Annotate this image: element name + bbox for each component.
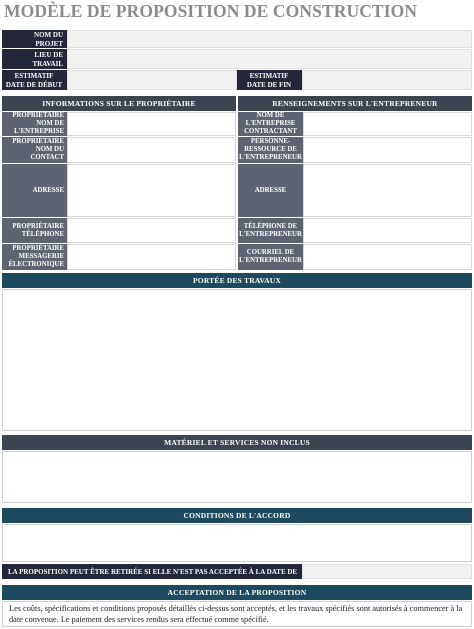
contractor-phone-label: TÉLÉPHONE DE L'ENTREPRENEUR xyxy=(238,218,303,243)
owner-contact-label: PROPRIÉTAIRE NOM DU CONTACT xyxy=(2,137,67,163)
withdraw-label: LA PROPOSITION PEUT ÊTRE RETIRÉE SI ELLE N'EST PAS ACCEPTÉE À LA DATE DE xyxy=(2,564,302,579)
owner-phone-label: PROPRIÉTAIRE TÉLÉPHONE xyxy=(2,218,67,243)
start-date-label: ESTIMATIF DATE DE DÉBUT xyxy=(2,70,67,90)
contractor-contact-field[interactable] xyxy=(303,137,472,163)
contractor-email-field[interactable] xyxy=(303,244,472,270)
agreement-conditions-header: CONDITIONS DE L'ACCORD xyxy=(2,508,472,523)
end-date-label: ESTIMATIF DATE DE FIN xyxy=(237,70,302,90)
scope-of-work-field[interactable] xyxy=(2,289,472,431)
work-location-row xyxy=(2,49,472,69)
contractor-email-label: COURRIEL DE L'ENTREPRENEUR xyxy=(238,244,303,270)
project-name-field[interactable] xyxy=(67,30,472,48)
owner-address-label: ADRESSE xyxy=(2,164,67,217)
end-date-field[interactable] xyxy=(302,70,472,90)
owner-phone-field[interactable] xyxy=(67,218,236,243)
acceptance-header: ACCEPTATION DE LA PROPOSITION xyxy=(2,585,472,600)
scope-of-work-header: PORTÉE DES TRAVAUX xyxy=(2,273,472,288)
page-title: MODÈLE DE PROPOSITION DE CONSTRUCTION xyxy=(4,1,418,21)
dates-row xyxy=(2,70,472,90)
owner-email-field[interactable] xyxy=(67,244,236,270)
project-name-row xyxy=(2,30,472,48)
start-date-field[interactable] xyxy=(67,70,237,90)
work-location-label: LIEU DE TRAVAIL xyxy=(2,49,67,69)
excluded-materials-header: MATÉRIEL ET SERVICES NON INCLUS xyxy=(2,435,472,450)
contractor-company-label: NOM DE L'ENTREPRISE CONTRACTANT xyxy=(238,112,303,136)
contractor-info-header: RENSEIGNEMENTS SUR L'ENTREPRENEUR xyxy=(238,96,472,111)
contractor-address-field[interactable] xyxy=(303,164,472,217)
contractor-address-label: ADRESSE xyxy=(238,164,303,217)
excluded-materials-field[interactable] xyxy=(2,451,472,503)
owner-email-label: PROPRIÉTAIRE MESSAGERIE ÉLECTRONIQUE xyxy=(2,244,67,270)
contractor-phone-field[interactable] xyxy=(303,218,472,243)
contractor-company-field[interactable] xyxy=(303,112,472,136)
agreement-conditions-field[interactable] xyxy=(2,524,472,562)
contractor-contact-label: PERSONNE-RESSOURCE DE L'ENTREPRENEUR xyxy=(239,138,302,161)
owner-info-header: INFORMATIONS SUR LE PROPRIÉTAIRE xyxy=(2,96,236,111)
work-location-field[interactable] xyxy=(67,49,472,69)
withdraw-row xyxy=(2,564,472,579)
owner-address-field[interactable] xyxy=(67,164,236,217)
owner-contact-field[interactable] xyxy=(67,137,236,163)
owner-company-label: PROPRIÉTAIRE NOM DE L'ENTREPRISE xyxy=(2,112,67,136)
acceptance-text: Les coûts, spécifications et conditions proposés détaillés ci-dessus sont acceptés, et les travaux spécifiés sont autorisés à commencer à la date convenue. Le paiement des services rendus sera effectué comme spécifié. xyxy=(2,601,472,627)
withdraw-date-field[interactable] xyxy=(302,564,472,579)
owner-company-field[interactable] xyxy=(67,112,236,136)
parties-grid xyxy=(2,112,472,270)
project-name-label: NOM DU PROJET xyxy=(2,30,67,48)
